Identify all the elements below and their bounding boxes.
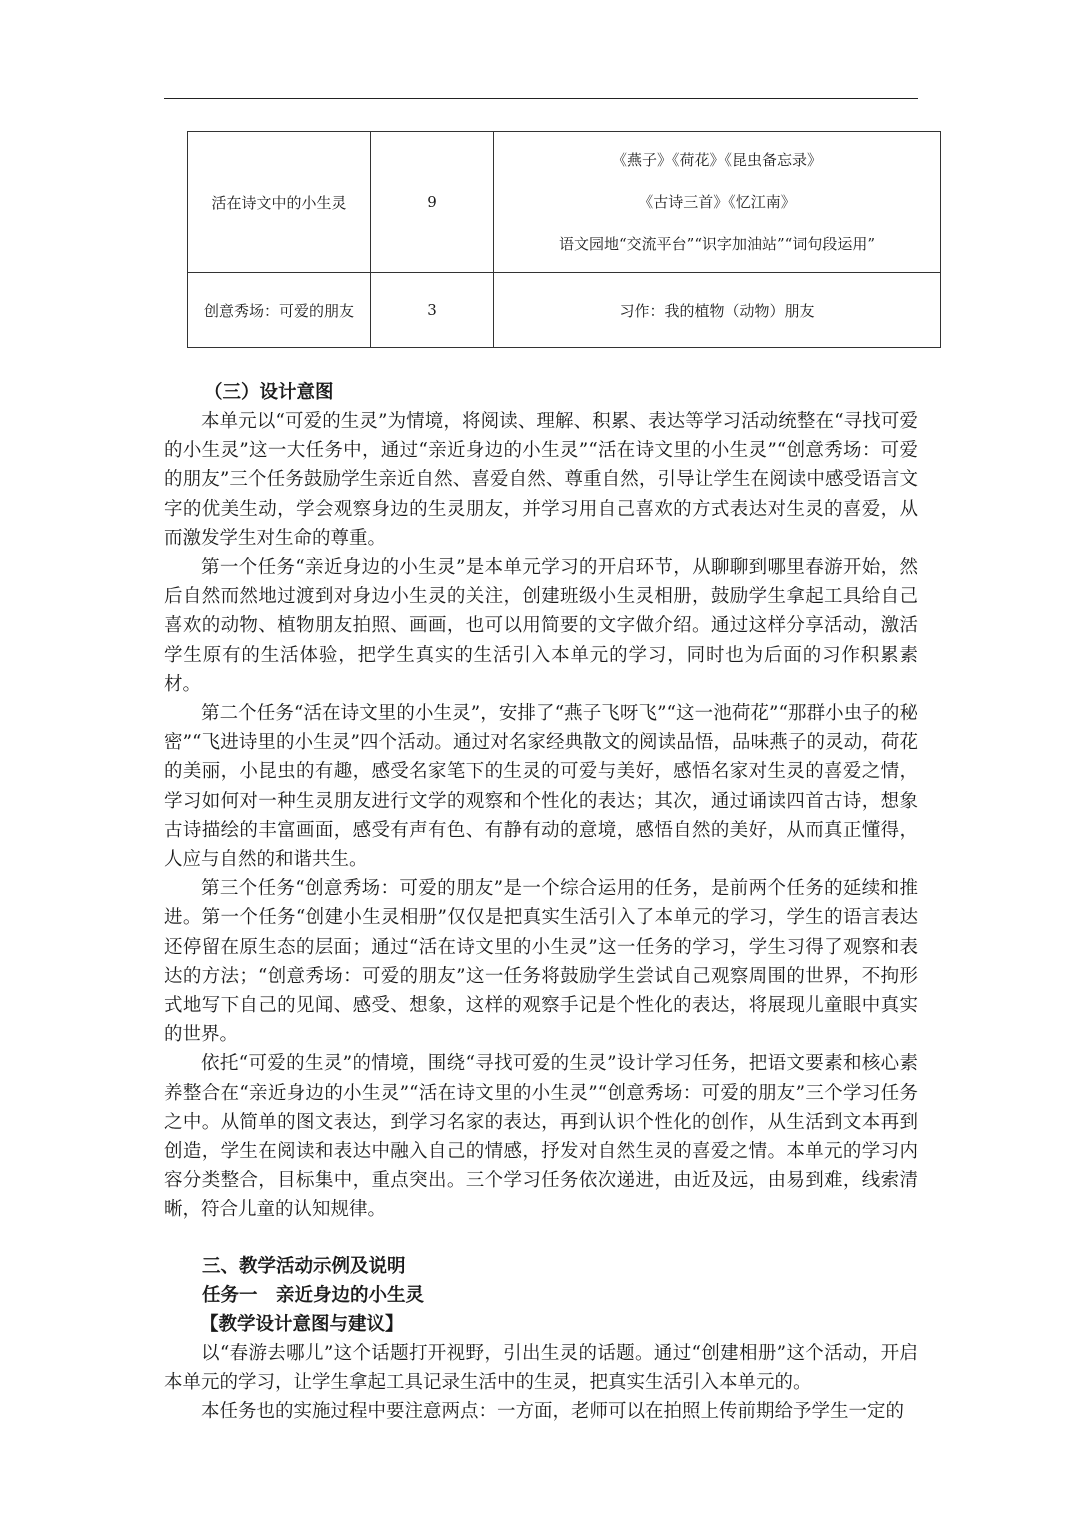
table-row: [188, 132, 941, 273]
table-row: [188, 273, 941, 348]
paragraph: 第二个任务“活在诗文里的小生灵”，安排了“燕子飞呀飞”“这一池荷花”“那群小虫子的秘密”“飞进诗里的小生灵”四个活动。通过对名家经典散文的阅读品悟，品味燕子的灵动，荷花的美丽，小昆虫的有趣，感受名家笔下的生灵的可爱与美好，感悟名家对生灵的喜爱之情，学习如何对一种生灵朋友进行文学的观察和个性化的表达；其次，通过诵读四首古诗，想象古诗描绘的丰富画面，感受有声有色、有静有动的意境，感悟自然的美好，从而真正懂得，人应与自然的和谐共生。: [164, 703, 918, 871]
paragraph: 本单元以“可爱的生灵”为情境，将阅读、理解、积累、表达等学习活动统整在“寻找可爱的小生灵”这一大任务中，通过“亲近身边的小生灵”“活在诗文里的小生灵”“创意秀场：可爱的朋友”三个任务鼓励学生亲近自然、喜爱自然、尊重自然，引导让学生在阅读中感受语言文字的优美生动，学会观察身边的生灵朋友，并学习用自己喜欢的方式表达对生灵的喜爱，从而激发学生对生命的尊重。: [164, 411, 918, 549]
paragraph: 本任务也的实施过程中要注意两点：一方面，老师可以在拍照上传前期给予学生一定的: [201, 1401, 905, 1423]
hours-cell: 9: [371, 132, 494, 273]
document-body: [164, 378, 918, 1426]
hours-cell: 3: [371, 273, 494, 348]
content-cell: 习作：我的植物（动物）朋友: [494, 273, 941, 348]
spacer: [164, 1225, 918, 1252]
task-name-cell: 活在诗文中的小生灵: [188, 132, 371, 273]
paragraph: 第一个任务“亲近身边的小生灵”是本单元学习的开启环节，从聊聊到哪里春游开始，然后自然而然地过渡到对身边小生灵的关注，创建班级小生灵相册，鼓励学生拿起工具给自己喜欢的动物、植物朋友拍照、画画，也可以用简要的文字做介绍。通过这样分享活动，激活学生原有的生活体验，把学生真实的生活引入本单元的学习，同时也为后面的习作积累素材。: [164, 557, 918, 695]
paragraph: 依托“可爱的生灵”的情境，围绕“寻找可爱的生灵”设计学习任务，把语文要素和核心素养整合在“亲近身边的小生灵”“活在诗文里的小生灵”“创意秀场：可爱的朋友”三个学习任务之中。从简单的图文表达，到学习名家的表达，再到认识个性化的创作，从生活到文本再到创造，学生在阅读和表达中融入自己的情感，抒发对自然生灵的喜爱之情。本单元的学习内容分类整合，目标集中，重点突出。三个学习任务依次递进，由近及远，由易到难，线索清晰，符合儿童的认知规律。: [164, 1053, 918, 1221]
activities-section: [164, 1252, 918, 1427]
paragraph: 以“春游去哪儿”这个话题打开视野，引出生灵的话题。通过“创建相册”这个活动，开启本单元的学习，让学生拿起工具记录生活中的生灵，把真实生活引入本单元的。: [164, 1342, 918, 1393]
content-cell: [494, 132, 941, 273]
header-rule: [164, 98, 918, 99]
unit-task-table: [187, 131, 941, 348]
section-heading: 三、教学活动示例及说明: [202, 1255, 406, 1277]
task-title: 任务一 亲近身边的小生灵: [202, 1284, 425, 1306]
content-line: 《古诗三首》《忆江南》: [638, 193, 796, 211]
subheading: 【教学设计意图与建议】: [200, 1313, 404, 1335]
content-line: 《燕子》《荷花》《昆虫备忘录》: [611, 151, 822, 169]
section-heading: （三）设计意图: [204, 382, 334, 403]
content-line: 语文园地“交流平台”“识字加油站”“词句段运用”: [558, 235, 875, 253]
task-name-cell: 创意秀场：可爱的朋友: [188, 273, 371, 348]
paragraph: 第三个任务“创意秀场：可爱的朋友”是一个综合运用的任务，是前两个任务的延续和推进。第一个任务“创建小生灵相册”仅仅是把真实生活引入了本单元的学习，学生的语言表达还停留在原生态的层面；通过“活在诗文里的小生灵”这一任务的学习，学生习得了观察和表达的方法；“创意秀场：可爱的朋友”这一任务将鼓励学生尝试自己观察周围的世界，不拘形式地写下自己的见闻、感受、想象，这样的观察手记是个性化的表达，将展现儿童眼中真实的世界。: [164, 878, 918, 1046]
